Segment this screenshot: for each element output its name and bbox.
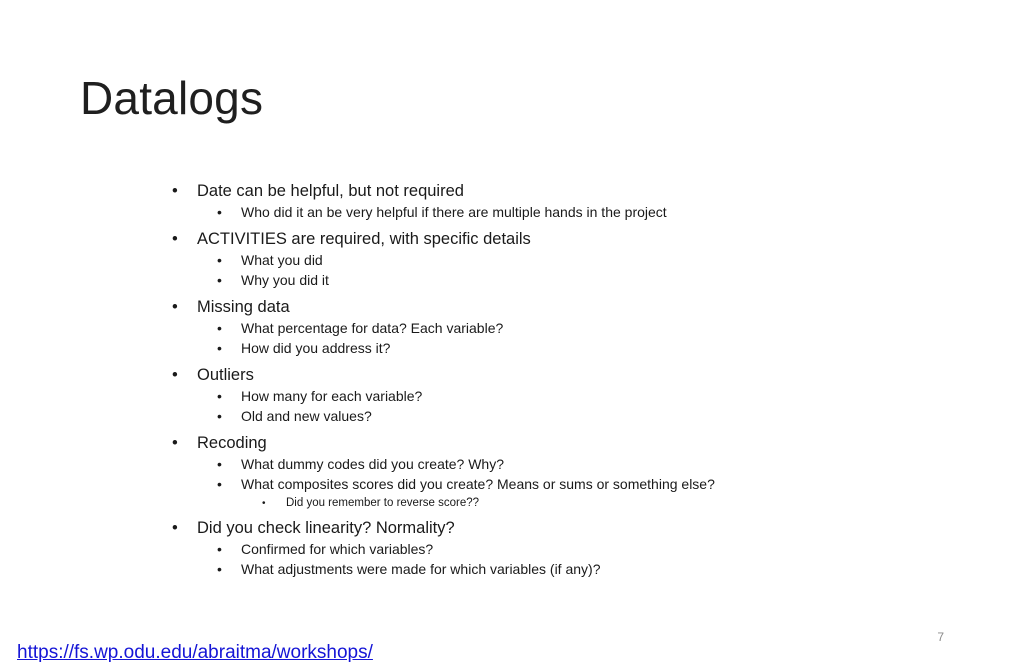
bullet-icon: •: [217, 340, 222, 356]
slide-page-number: 7: [937, 630, 944, 644]
slide-title: Datalogs: [80, 72, 264, 124]
bullet-icon: •: [262, 497, 266, 509]
sub-bullet-item: [172, 539, 972, 560]
bullet-text: Recoding: [197, 433, 267, 452]
bullet-text: Old and new values?: [241, 408, 372, 424]
sub-sub-bullet-item: [172, 495, 972, 512]
sub-bullet-item: [172, 270, 972, 291]
sub-bullet-item: [172, 338, 972, 359]
bullet-icon: •: [217, 408, 222, 424]
workshops-link[interactable]: https://fs.wp.odu.edu/abraitma/workshops/: [17, 642, 373, 663]
sub-bullet-item: [172, 250, 972, 271]
bullet-icon: •: [172, 518, 178, 537]
sub-bullet-item: [172, 386, 972, 407]
bullet-text: How many for each variable?: [241, 387, 423, 404]
bullet-icon: •: [217, 561, 222, 577]
bullet-icon: •: [217, 319, 222, 336]
bullet-text: How did you address it?: [241, 340, 391, 356]
bullet-text: Outliers: [197, 365, 254, 384]
sub-bullet-item: [172, 454, 972, 475]
bullet-text: What dummy codes did you create? Why?: [241, 455, 505, 472]
bullet-icon: •: [172, 229, 178, 248]
bullet-item: [172, 180, 972, 202]
bullet-text: What you did: [241, 251, 323, 268]
sub-bullet-item: [172, 202, 972, 223]
sub-bullet-item: [172, 559, 972, 580]
sub-bullet-item: [172, 318, 972, 339]
bullet-icon: •: [217, 540, 222, 557]
bullet-text: What adjustments were made for which variables (if any)?: [241, 561, 601, 577]
bullet-icon: •: [217, 204, 222, 220]
bullet-icon: •: [172, 433, 178, 452]
bullet-item: [172, 432, 972, 454]
bullet-text: Confirmed for which variables?: [241, 540, 434, 557]
bullet-text: Did you remember to reverse score??: [286, 496, 480, 509]
bullet-item: [172, 517, 972, 539]
bullet-text: What composites scores did you create? Means or sums or something else?: [241, 476, 715, 492]
bullet-icon: •: [217, 272, 222, 288]
bullet-text: Date can be helpful, but not required: [197, 182, 464, 200]
bullet-item: [172, 228, 972, 250]
bullet-icon: •: [172, 297, 178, 316]
bullet-list: [172, 180, 972, 580]
bullet-item: [172, 296, 972, 318]
bullet-text: Why you did it: [241, 272, 329, 288]
sub-bullet-item: [172, 474, 972, 495]
bullet-text: Missing data: [197, 297, 290, 316]
sub-bullet-item: [172, 406, 972, 427]
bullet-icon: •: [217, 251, 222, 268]
bullet-item: [172, 364, 972, 386]
bullet-text: Did you check linearity? Normality?: [197, 518, 455, 537]
bullet-icon: •: [217, 476, 222, 492]
bullet-text: Who did it an be very helpful if there are multiple hands in the project: [241, 204, 667, 220]
bullet-icon: •: [172, 182, 178, 200]
bullet-icon: •: [217, 455, 222, 472]
bullet-icon: •: [172, 365, 178, 384]
bullet-icon: •: [217, 387, 222, 404]
bullet-text: ACTIVITIES are required, with specific details: [197, 229, 531, 248]
bullet-text: What percentage for data? Each variable?: [241, 319, 504, 336]
